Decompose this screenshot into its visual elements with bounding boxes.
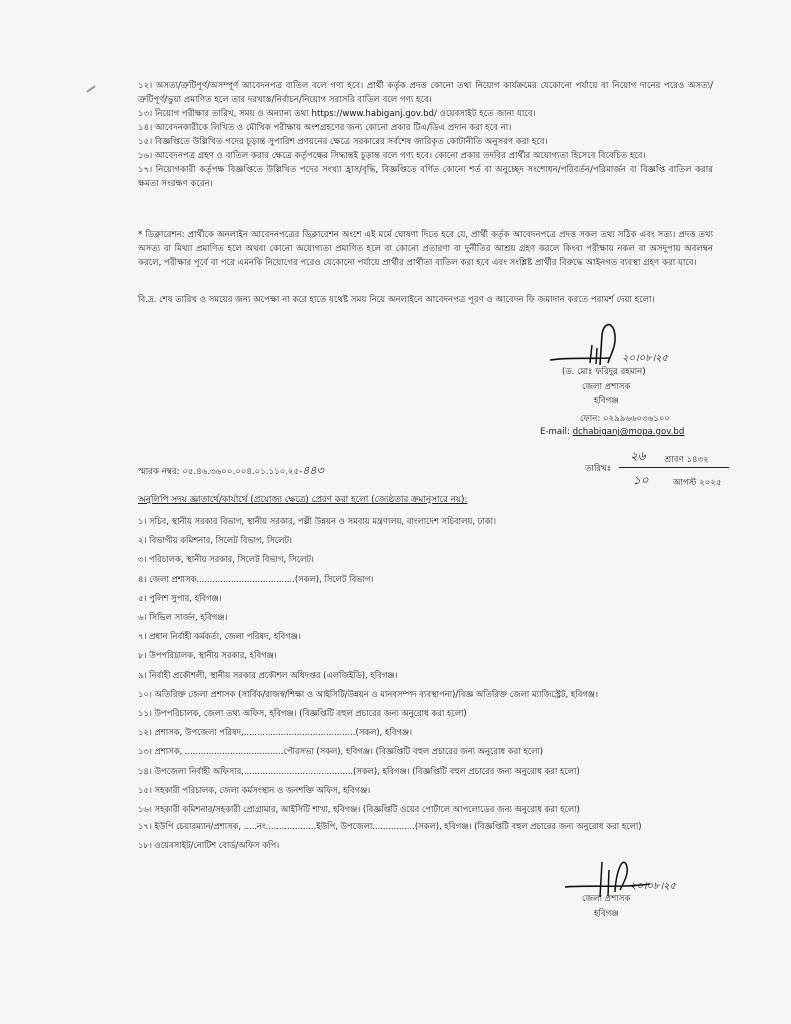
bangla-month-year: শ্রাবণ ১৪৩২: [665, 455, 709, 465]
english-month-year: আগস্ট ২০২৫: [673, 478, 722, 488]
term-12: ১২। অসত্য/ত্রুটিপূর্ণ/অসম্পূর্ণ আবেদনপত্র বাতিল বলে গণ্য হবে। প্রার্থী কর্তৃক প্রদত্ত কোনো তথ্য নিয়োগ কার্যক্রমের যেকোনো পর্যায়ে বা নিয়োগ দানের পরেও অসত্য/ত্রুটিপূর্ণ/ভুয়া প্রমাণিত হলে তার দরখাস্ত/নির্বাচন/নিয়োগ সরাসরি বাতিল বলে গণ্য হবে।: [138, 81, 713, 105]
memo-number: [138, 462, 324, 481]
term-16: ১৬। আবেদনপত্র গ্রহণ ও বাতিল করার ক্ষেত্রে কর্তৃপক্ষের সিদ্ধান্তই চূড়ান্ত বলে গণ্য হবে। কোনো প্রকার তদবির প্রার্থীর অযোগ্যতা হিসেবে বিবেচিত হবে।: [138, 151, 646, 161]
cc-item-6: ৬। সিভিল সার্জন, হবিগঞ্জ।: [138, 612, 228, 623]
pencil-mark: [86, 85, 95, 92]
signatory2-district: হবিগঞ্জ: [594, 909, 619, 919]
english-day-hand: ১০: [633, 473, 649, 487]
cc-item-9: ৯। নির্বাহী প্রকৌশলী, স্থানীয় সরকার প্রকৌশল অধিদপ্তর (এলজিইডি), হবিগঞ্জ।: [138, 669, 398, 680]
bangla-day-hand: ২৬: [630, 449, 646, 463]
cc-title: অনুলিপি সদয় জ্ঞাতার্থে/কার্যার্থে (প্রযোজ্য ক্ষেত্রে) প্রেরণ করা হলো (জ্যেষ্ঠতার ক্রমানুসারে নয়):: [138, 495, 468, 505]
signatory-district: হবিগঞ্জ: [594, 396, 619, 406]
cc-item-4: ৪। জেলা প্রশাসক.....................................(সকল), সিলেট বিভাগ।: [138, 573, 374, 584]
declaration-text: * ডিক্লারেশন: প্রার্থীকে অনলাইন আবেদনপত্রের ডিক্লারেশন অংশে এই মর্মে ঘোষণা দিতে হবে যে, প্রার্থী কর্তৃক আবেদনপত্রে প্রদত্ত সকল তথ্য সঠিক এবং সত্য। প্রদত্ত তথ্য অসত্য বা মিথ্যা প্রমাণিত হলে অথবা কোনো অযোগ্যতা প্রমাণিত হলে বা কোনো প্রতারণা বা দুর্নীতির আশ্রয় গ্রহণ করলে কিংবা পরীক্ষায় নকল বা অসদুপায় অবলম্বন করলে, পরীক্ষার পূর্বে বা পরে এমনকি নিয়োগের পরেও যেকোনো পর্যায়ে প্রার্থীর প্রার্থীতা বাতিল করা হবে এবং সংশ্লিষ্ট প্রার্থীর বিরুদ্ধে আইনগত ব্যবস্থা গ্রহণ করা যাবে।: [138, 230, 713, 268]
cc-item-18: ১৮। ওয়েবসাইট/নোটিশ বোর্ড/অফিস কপি।: [138, 840, 280, 851]
cc-list: [138, 512, 713, 855]
signature-date: ২০।০৮।২৫: [622, 353, 669, 364]
declaration-section: [138, 228, 713, 270]
cc-item-11: ১১। উপপরিচালক, জেলা তথ্য অফিস, হবিগঞ্জ। (বিজ্ঞপ্তিটি বহুল প্রচারের জন্য অনুরোধ করা হলো): [138, 708, 467, 719]
term-15: ১৫। বিজ্ঞপ্তিতে উল্লিখিত পদের চূড়ান্ত সুপারিশ প্রণয়নের ক্ষেত্রে সরকারের সর্বশেষ জারিকৃত কোটানীতি অনুসরণ করা হবে।: [138, 137, 548, 147]
cc-item-7: ৭। প্রধান নির্বাহী কর্মকর্তা, জেলা পরিষদ, হবিগঞ্জ।: [138, 631, 301, 642]
email-link[interactable]: dchabiganj@mopa.gov.bd: [572, 427, 685, 437]
cc-item-17: ১৭। ইউপি চেয়ারম্যান/প্রশাসক, .....নং...................ইউপি, উপজেলা................(সকল), হবিগঞ্জ। (বিজ্ঞপ্তিটি বহুল প্রচারের জন্য অনুরোধ করা হলো): [138, 821, 642, 832]
terms-section: [138, 79, 713, 191]
date-divider: [619, 467, 729, 468]
signature2-date: ২০।০৮।২৫: [630, 881, 677, 892]
cc-item-14: ১৪। উপজেলা নির্বাহী অফিসার,.........................................(সকল), হবিগঞ্জ। (বিজ্ঞপ্তিটি বহুল প্রচারের জন্য অনুরোধ করা হলো): [138, 765, 580, 776]
date-label: তারিখঃ: [585, 464, 612, 474]
signatory-name: (ড. মোঃ ফরিদুর রহমান): [562, 367, 646, 377]
memo-label: স্মারক নম্বর: ০৫.৪৬.৩৬০০.০০৪.০১.১১০.২৫-: [138, 467, 303, 477]
cc-item-13: ১৩। প্রশাসক, .....................................পৌরসভা (সকল), হবিগঞ্জ। (বিজ্ঞপ্তিটি বহুল প্রচারের জন্য অনুরোধ করা হলো): [138, 746, 544, 757]
cc-item-16: ১৬। সহকারী কমিশনার/সহকারী প্রোগ্রামার, আইসিটি শাখা, হবিগঞ্জ। (বিজ্ঞপ্তিটি ওয়েব পোর্টালে আপলোডের জন্য অনুরোধ করা হলো): [138, 804, 580, 815]
cc-item-1: ১। সচিব, স্থানীয় সরকার বিভাগ, স্থানীয় সরকার, পল্লী উন্নয়ন ও সমবায় মন্ত্রণালয়, বাংলাদেশ সচিবালয়, ঢাকা।: [138, 516, 497, 526]
cc-item-8: ৮। উপপরিচালক, স্থানীয় সরকার, হবিগঞ্জ।: [138, 650, 277, 661]
signatory-phone: ফোন: ০২৯৯৬৬০৩৬১০০: [580, 414, 671, 424]
memo-number-hand: ৪৪৩: [302, 464, 324, 477]
cc-item-5: ৫। পুলিশ সুপার, হবিগঞ্জ।: [138, 592, 222, 603]
term-17: ১৭। নিয়োগকারী কর্তৃপক্ষ বিজ্ঞপ্তিতে উল্লিখিত পদের সংখ্যা হ্রাস/বৃদ্ধি, বিজ্ঞপ্তিতে বর্ণিত কোনো শর্ত বা অনুচ্ছেদ সংশোধন/পরিবর্তন/পরিমার্জন বা বিজ্ঞপ্তি বাতিল করার ক্ষমতা সংরক্ষণ করেন।: [138, 165, 713, 189]
cc-item-3: ৩। পরিচালক, স্থানীয় সরকার, সিলেট বিভাগ, সিলেট।: [138, 554, 314, 565]
cc-item-15: ১৫। সহকারী পরিচালক, জেলা কর্মসংস্থান ও জনশক্তি অফিস, হবিগঞ্জ।: [138, 784, 371, 795]
signatory-email-line: [540, 427, 684, 437]
cc-item-12: ১২। প্রশাসক, উপজেলা পরিষদ,..........................................(সকল), হবিগঞ্জ।: [138, 727, 413, 738]
cc-item-2: ২। বিভাগীয় কমিশনার, সিলেট বিভাগ, সিলেট।: [138, 535, 292, 546]
cc-item-10: ১০। অতিরিক্ত জেলা প্রশাসক (সার্বিক/রাজস্ব/শিক্ষা ও আইসিটি/উন্নয়ন ও মানবসম্পদ ব্যবস্থাপনা)/বিজ্ঞ অতিরিক্ত জেলা ম্যাজিস্ট্রেট, হবিগঞ্জ।: [138, 688, 598, 699]
email-label: E-mail:: [540, 427, 570, 437]
term-14: ১৪। আবেদনকারীকে লিখিত ও মৌখিক পরীক্ষায় অংশগ্রহণের জন্য কোনো প্রকার টিএ/ডিএ প্রদান করা হবে না।: [138, 123, 512, 133]
signatory-designation: জেলা প্রশাসক: [582, 382, 631, 392]
note-text: বি.দ্র. শেষ তারিখ ও সময়ের জন্য অপেক্ষা না করে হাতে যথেষ্ট সময় নিয়ে অনলাইনে আবেদনপত্র পূরণ ও আবেদন ফি জমাদান করতে পরামর্শ দেয়া হলো।: [138, 295, 655, 305]
term-13: ১৩। নিয়োগ পরীক্ষার তারিখ, সময় ও অন্যান্য তথ্য https://www.habiganj.gov.bd/ ওয়েবসাইট হতে জানা যাবে।: [138, 109, 536, 119]
note-section: [138, 293, 713, 307]
signatory2-designation: জেলা প্রশাসক: [582, 894, 631, 904]
